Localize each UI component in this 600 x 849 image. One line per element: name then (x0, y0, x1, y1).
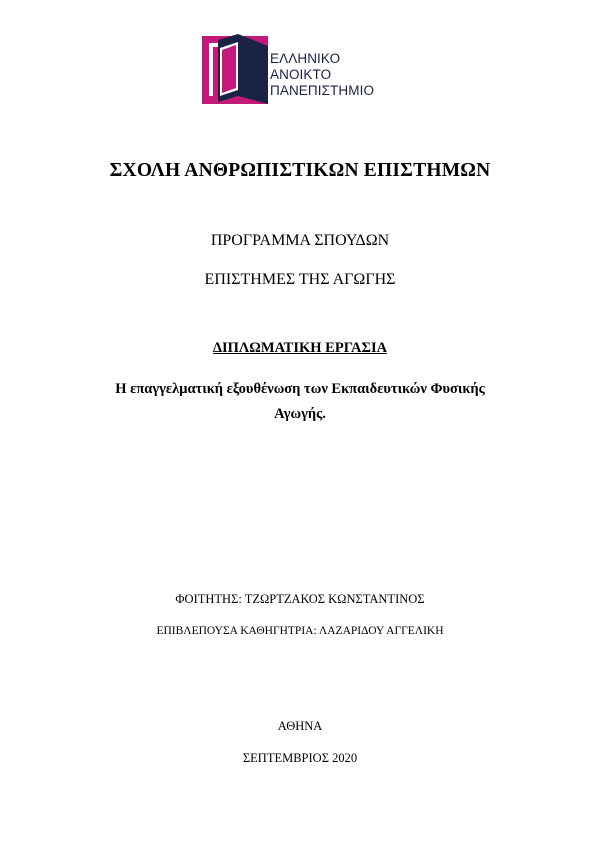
thesis-title-line-1: Η επαγγελματική εξουθένωση των Εκπαιδευτικών Φυσικής (115, 381, 485, 397)
student-line: ΦΟΙΤΗΤΗΣ: ΤΖΩΡΤΖΑΚΟΣ ΚΩΝΣΤΑΝΤΙΝΟΣ (175, 592, 425, 606)
supervisor-line: ΕΠΙΒΛΕΠΟΥΣΑ ΚΑΘΗΓΗΤΡΙΑ: ΛΑΖΑΡΙΔΟΥ ΑΓΓΕΛΙΚΗ (156, 625, 444, 637)
logo-line-1: ΕΛΛΗΝΙΚΟ (270, 51, 341, 66)
thesis-label: ΔΙΠΛΩΜΑΤΙΚΗ ΕΡΓΑΣΙΑ (212, 340, 388, 356)
logo-line-2: ΑΝΟΙΚΤΟ (270, 67, 332, 82)
city-line: ΑΘΗΝΑ (277, 719, 323, 733)
logo-wordmark (270, 51, 374, 99)
thesis-title (0, 377, 600, 427)
thesis-title-line-2: Αγωγής. (274, 406, 326, 422)
university-logo (202, 34, 402, 106)
school-heading: ΣΧΟΛΗ ΑΝΘΡΩΠΙΣΤΙΚΩΝ ΕΠΙΣΤΗΜΩΝ (109, 160, 491, 181)
date-line: ΣΕΠΤΕΜΒΡΙΟΣ 2020 (242, 751, 358, 765)
department-heading: ΕΠΙΣΤΗΜΕΣ ΤΗΣ ΑΓΩΓΗΣ (204, 271, 396, 288)
logo-line-3: ΠΑΝΕΠΙΣΤΗΜΙΟ (270, 83, 375, 98)
program-heading: ΠΡΟΓΡΑΜΜΑ ΣΠΟΥΔΩΝ (210, 232, 390, 249)
open-book-logo-icon (202, 34, 268, 104)
